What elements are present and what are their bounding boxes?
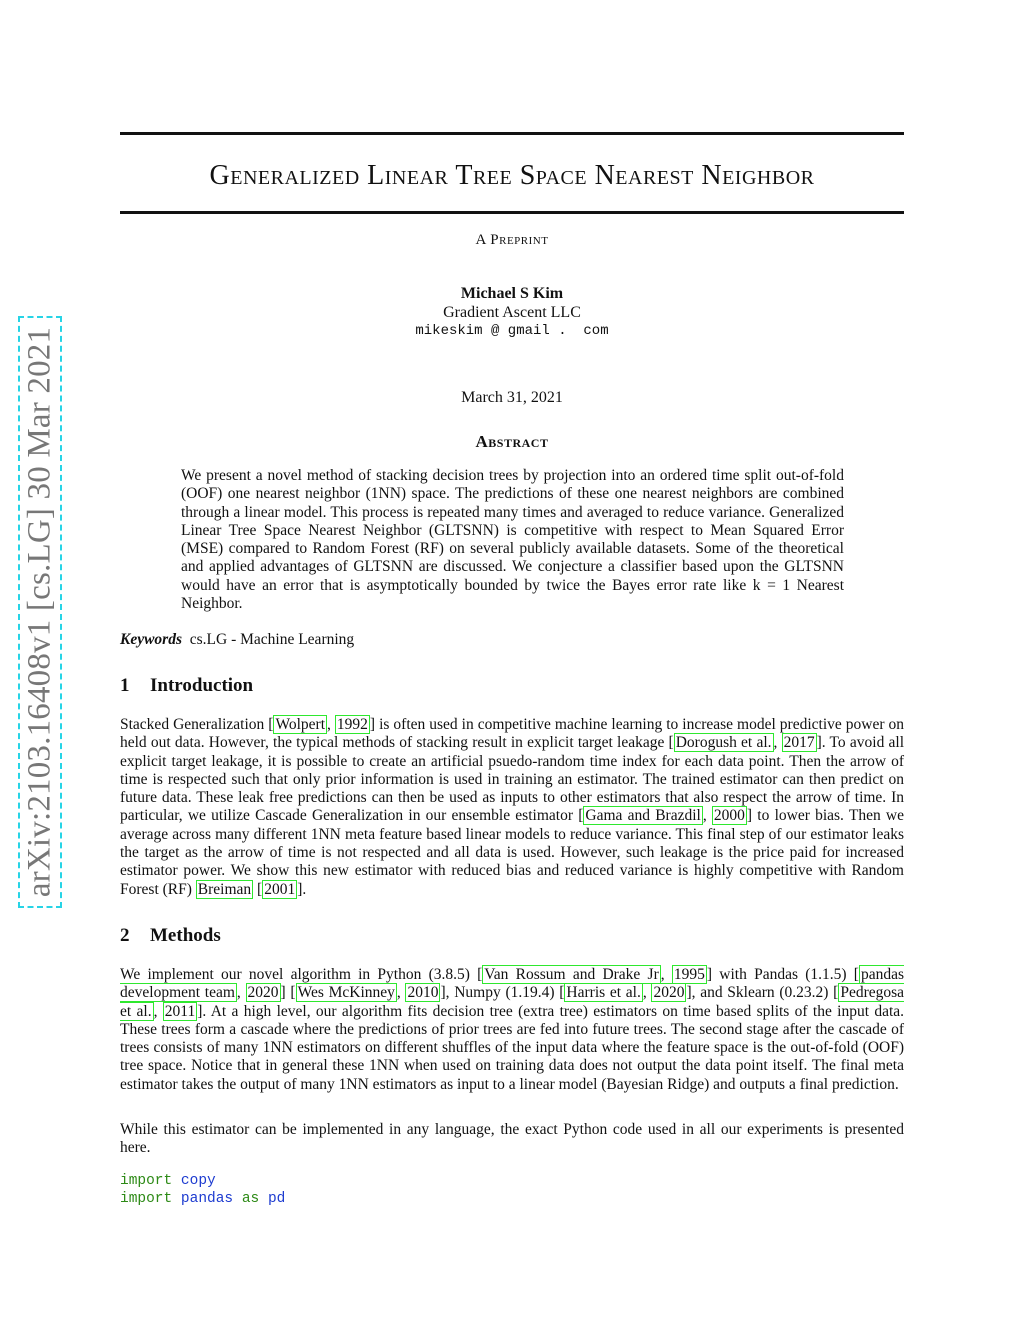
code-keyword: as	[241, 1191, 260, 1208]
citation-link[interactable]: 1992	[336, 716, 368, 733]
code-module: copy	[180, 1173, 216, 1189]
section-number: 2	[120, 925, 130, 946]
citation-link[interactable]: Breiman	[197, 880, 252, 898]
abstract-text: We present a novel method of stacking decision trees by projection into an ordered time split out-of-fold (OOF) one nearest neighbor (1NN) space. The predictions of these one nearest neighbors are combined through a linear model. This process is repeated many times and averaged to reduce variance. Generalized Linear Tree Space Nearest Neighbor (GLTSNN) is competitive with respect to Mean Squared Error (MSE) compared to Random Forest (RF) on several publicly available datasets. Some of the theoretical and applied advantages of GLTSNN are discussed. We conjecture a classifier based upon the GLTSNN would have an error that is asymptotically bounded by twice the Bayes error rate like k = 1 Nearest Neighbor.	[181, 467, 844, 613]
citation-link[interactable]: 2017	[783, 734, 815, 752]
section-heading-introduction	[120, 675, 253, 697]
code-module: pd	[267, 1191, 286, 1208]
code-module: pandas	[180, 1191, 234, 1208]
citation-link[interactable]: Van Rossum and Drake Jr	[484, 966, 659, 983]
code-keyword: import	[120, 1173, 173, 1189]
citation-link[interactable]: Harris et al.	[566, 984, 641, 1002]
citation-link[interactable]: pandas development team	[120, 966, 904, 1002]
introduction-paragraph: Stacked Generalization [ Wolpert , 1992 ] is often used in competitive machine learning to increase model predictive power on held out data. However, the typical methods of stacking result in explicit target leakage [ Dorogush et al. , 2017 ]. To avoid all explicit target leakage, it is possible to create an artificial psuedo-random time index for each data point. Then the arrow of time is respected such that only prior information is used in training an estimator. The trained estimator can then predict on future data. These leak free predictions can then be used as inputs to other estimators that also respect the arrow of time. In particular, we utilize Cascade Generalization in our ensemble estimator [ Gama and Brazdil , 2000 ] to lower bias. Then we average across many different 1NN meta feature based linear models to reduce variance. This final step of our estimator leaks the target as the arrow of time is not respected and all data is used. However, such leakage is the price paid for increased estimator power. We show this new estimator with reduced bias and reduced variance is highly competitive with Random Forest (RF) Breiman [ 2001 ].	[120, 716, 905, 898]
citation-link[interactable]: 1995	[673, 966, 705, 983]
code-listing	[120, 1172, 285, 1209]
author-affiliation: Gradient Ascent LLC	[443, 304, 581, 321]
arxiv-stamp[interactable]	[18, 316, 62, 908]
section-title: Methods	[150, 925, 221, 946]
code-keyword: import	[120, 1191, 173, 1208]
abstract-heading: Abstract	[475, 432, 549, 451]
title-rule-bottom	[120, 211, 904, 214]
citation-link[interactable]: 2020	[653, 984, 685, 1002]
section-number: 1	[120, 675, 130, 696]
section-title: Introduction	[150, 675, 254, 696]
citation-link[interactable]: Wes McKinney	[297, 984, 395, 1002]
citation-link[interactable]: 2001	[264, 880, 296, 898]
citation-link[interactable]: 2011	[164, 1002, 196, 1020]
citation-link[interactable]: Pedregosa et al.	[120, 984, 905, 1020]
citation-link[interactable]: Gama and Brazdil	[585, 807, 701, 825]
paper-title: Generalized Linear Tree Space Nearest Neighbor	[209, 160, 815, 191]
paper-date: March 31, 2021	[461, 389, 563, 406]
keywords	[120, 631, 354, 649]
arxiv-id: arXiv:2103.16408v1 [cs.LG] 30 Mar 2021	[21, 326, 58, 898]
author-name: Michael S Kim	[460, 285, 564, 302]
title-rule-top	[120, 132, 904, 135]
keywords-value: cs.LG - Machine Learning	[189, 631, 355, 648]
author-email: mikeskim @ gmail . com	[415, 323, 609, 339]
citation-link[interactable]: 2020	[247, 984, 279, 1002]
methods-paragraph: We implement our novel algorithm in Python (3.8.5) [ Van Rossum and Drake Jr , 1995 ] with Pandas (1.1.5) [ pandas development team , 2020 ] [ Wes McKinney , 2010 ], Numpy (1.19.4) [ Harris et al. , 2020 ], and Sklearn (0.23.2) [ Pedregosa et al. , 2011 ]. At a high level, our algorithm fits decision tree (extra tree) estimators on time based splits of the input data. These trees form a cascade where the predictions of prior trees are fed into future trees. The second stage after the cascade of trees consists of many 1NN estimators on different shuffles of the input data where the feature space is the out-of-fold (OOF) tree space. Notice that in general these 1NN when used on training data does not output the data point itself. The final meta estimator takes the output of many 1NN estimators as input to a linear model (Bayesian Ridge) and outputs a final prediction.	[120, 966, 905, 1093]
preprint-label: A Preprint	[475, 232, 549, 248]
citation-link[interactable]: 2010	[407, 984, 439, 1002]
keywords-label: Keywords	[120, 631, 182, 648]
citation-link[interactable]: Dorogush et al.	[675, 734, 772, 752]
methods-paragraph-2: While this estimator can be implemented in any language, the exact Python code used in all our experiments is presented here.	[120, 1121, 904, 1157]
citation-link[interactable]: 2000	[713, 807, 745, 825]
section-heading-methods	[120, 925, 221, 947]
citation-link[interactable]: Wolpert	[275, 716, 326, 733]
